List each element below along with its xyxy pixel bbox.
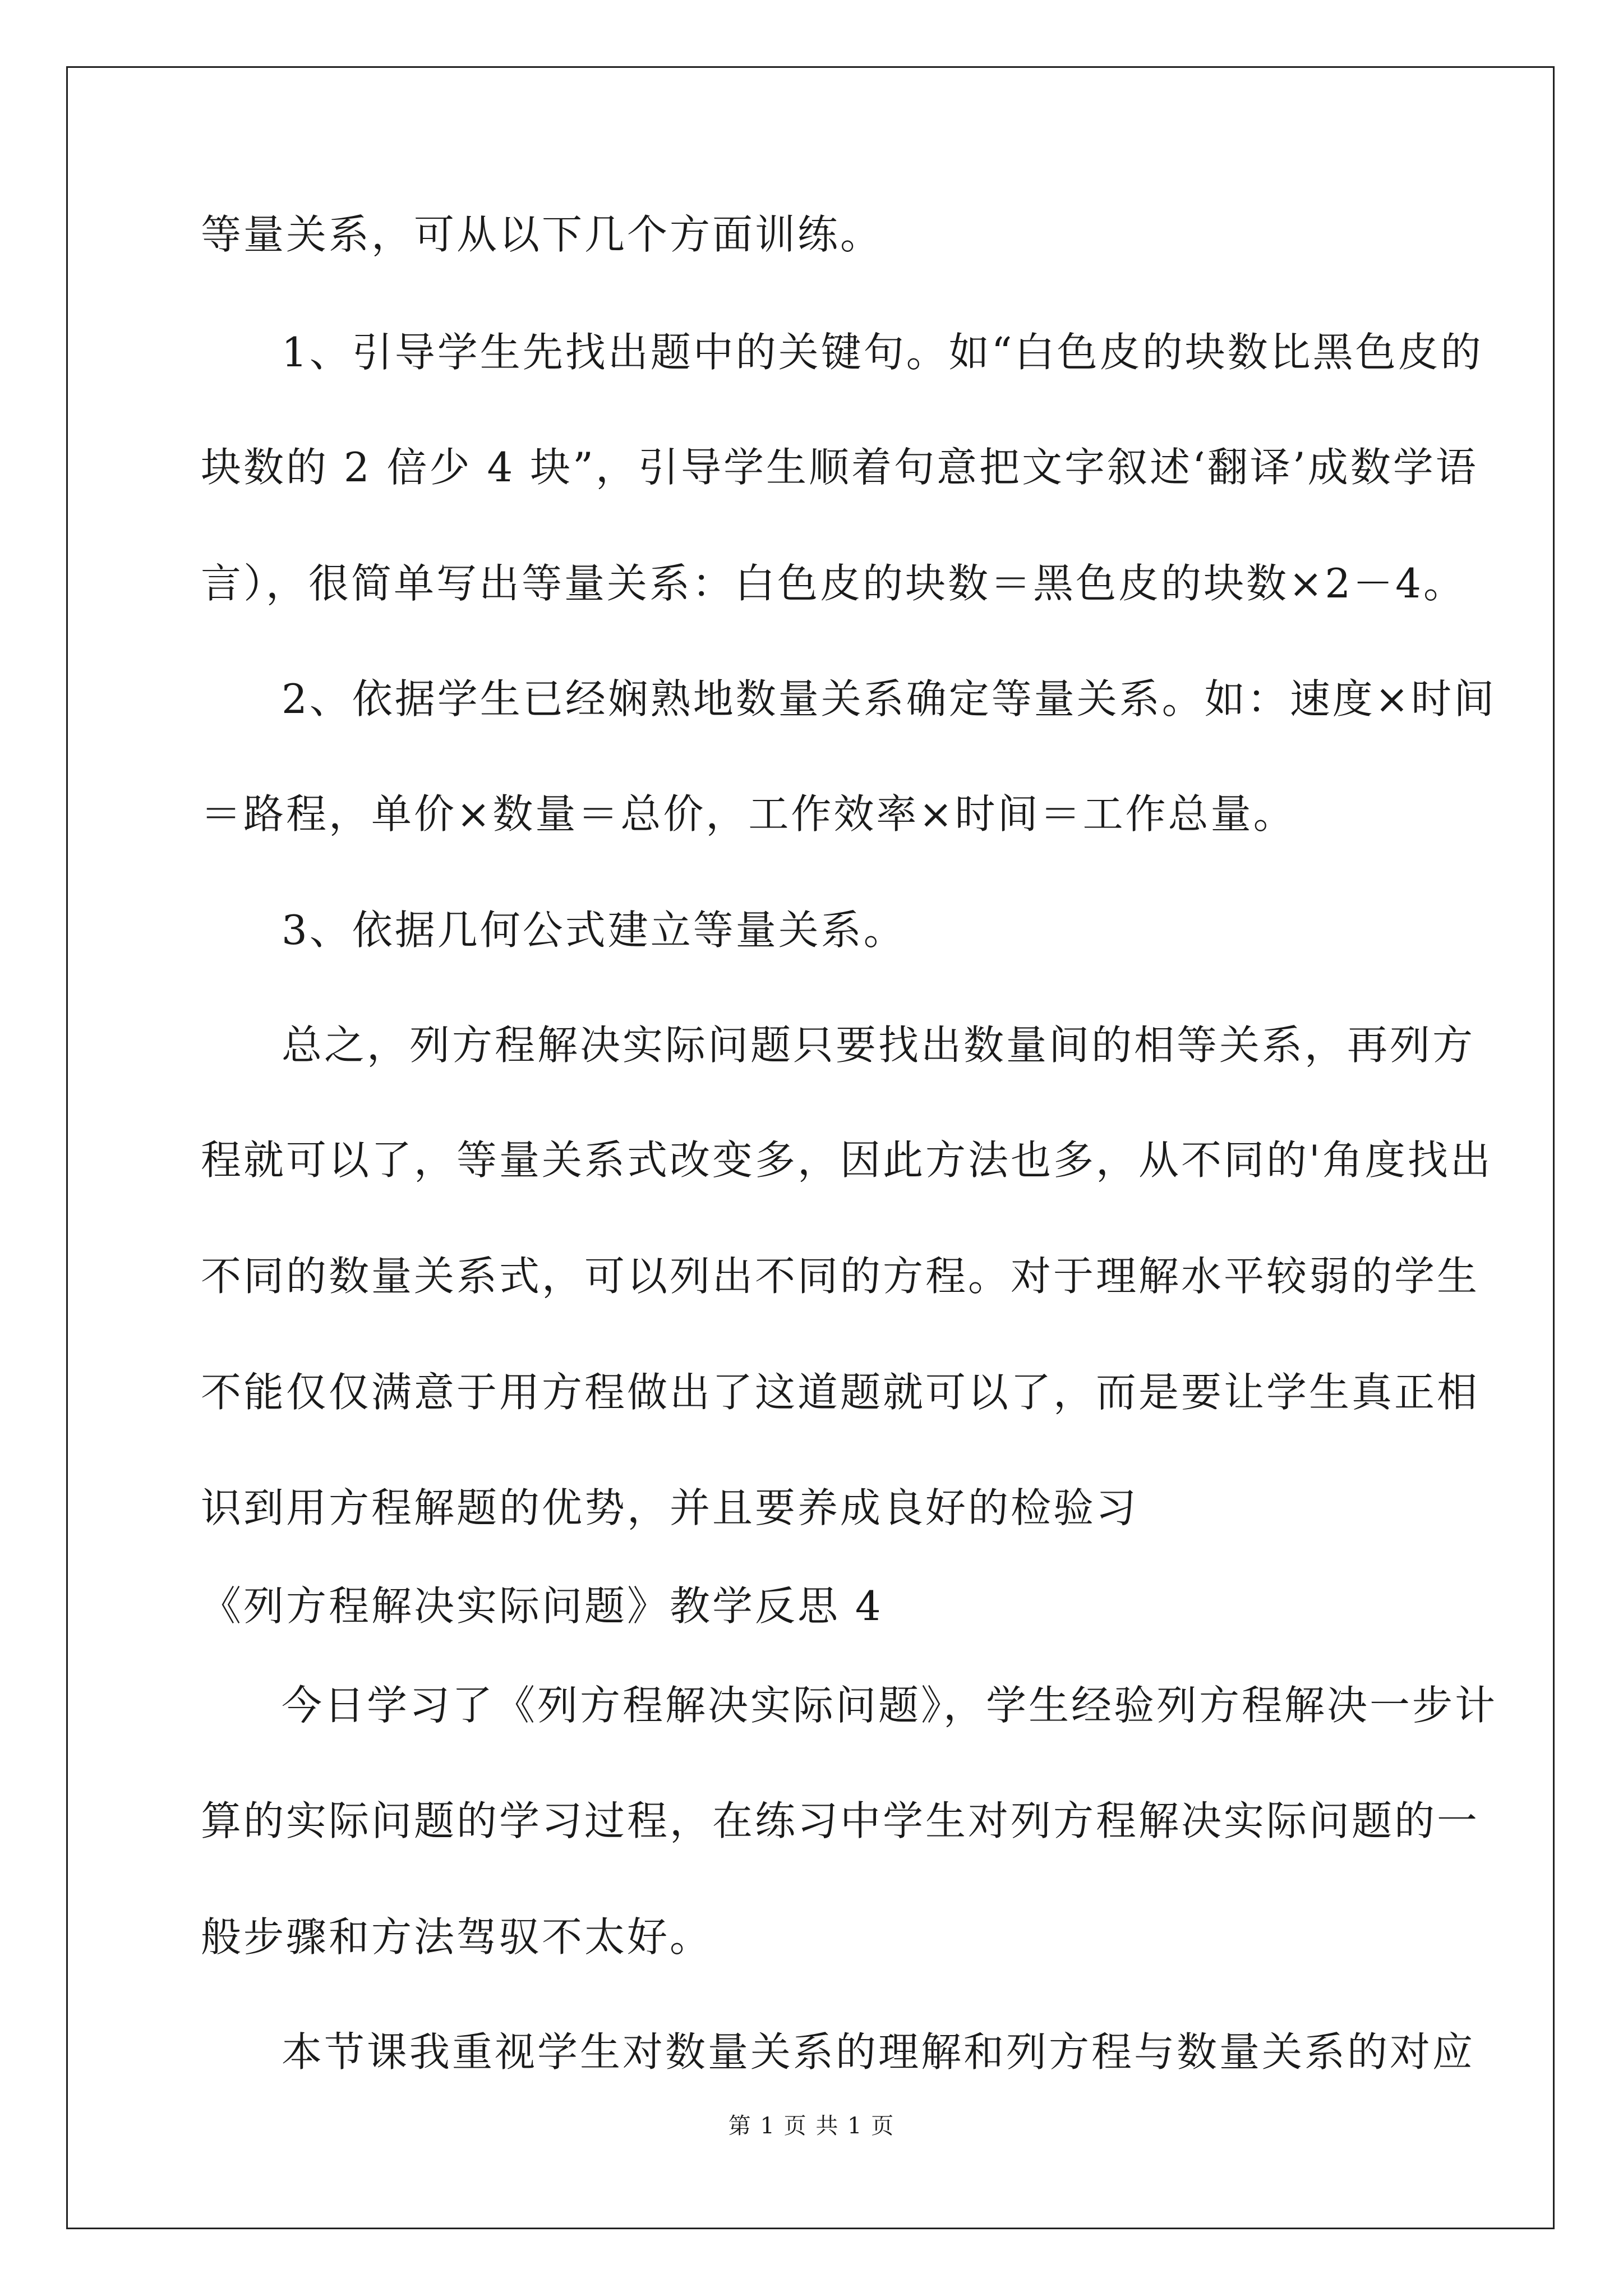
paragraph-line: 总之，列方程解决实际问题只要找出数量间的相等关系，再列方 xyxy=(282,1022,1476,1069)
paragraph-line: 今日学习了《列方程解决实际问题》，学生经验列方程解决一步计 xyxy=(282,1682,1498,1729)
paragraph-line: 3、依据几何公式建立等量关系。 xyxy=(282,907,906,954)
text-line: 般步骤和方法驾驭不太好。 xyxy=(201,1913,713,1961)
page-number-footer: 第 1 页 共 1 页 xyxy=(728,2113,895,2139)
text-line: 不能仅仅满意于用方程做出了这道题就可以了，而是要让学生真正相 xyxy=(201,1369,1480,1416)
text-line: 算的实际问题的学习过程，在练习中学生对列方程解决实际问题的一 xyxy=(201,1797,1480,1844)
text-line: 识到用方程解题的优势，并且要养成良好的检验习 xyxy=(201,1484,1139,1531)
section-heading: 《列方程解决实际问题》教学反思 4 xyxy=(201,1582,883,1630)
text-line: 等量关系，可从以下几个方面训练。 xyxy=(201,211,883,258)
text-line: 块数的 2 倍少 4 块”，引导学生顺着句意把文字叙述‘翻译’成数学语 xyxy=(201,444,1478,491)
paragraph-line: 本节课我重视学生对数量关系的理解和列方程与数量关系的对应 xyxy=(282,2028,1476,2076)
paragraph-line: 2、依据学生已经娴熟地数量关系确定等量关系。如：速度×时间 xyxy=(282,675,1497,723)
text-line: 言），很简单写出等量关系：白色皮的块数＝黑色皮的块数×2－4。 xyxy=(201,560,1466,607)
text-line: ＝路程，单价×数量＝总价，工作效率×时间＝工作总量。 xyxy=(201,790,1296,838)
text-line: 程就可以了，等量关系式改变多，因此方法也多，从不同的'角度找出 xyxy=(201,1137,1493,1184)
text-line: 不同的数量关系式，可以列出不同的方程。对于理解水平较弱的学生 xyxy=(201,1253,1480,1300)
paragraph-line: 1、引导学生先找出题中的关键句。如“白色皮的块数比黑色皮的 xyxy=(282,329,1483,376)
